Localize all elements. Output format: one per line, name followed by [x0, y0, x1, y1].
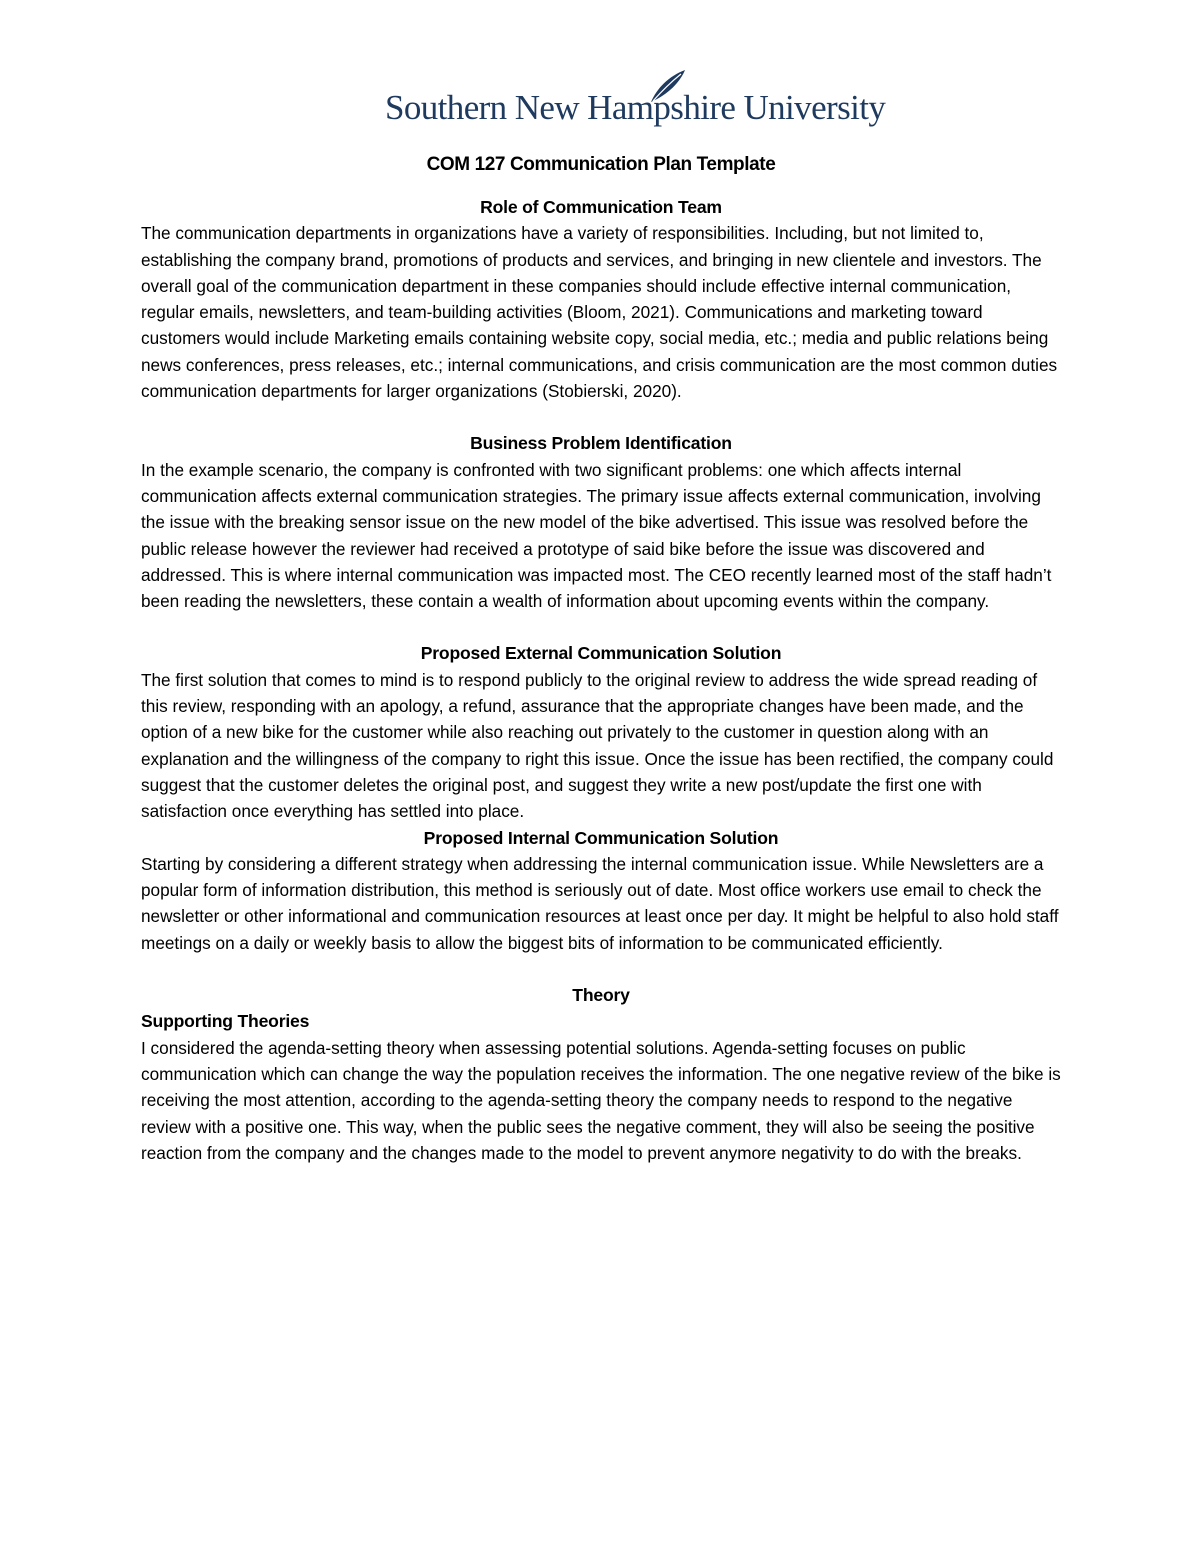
spacer: [141, 614, 1061, 640]
heading-business-problem: Business Problem Identification: [470, 433, 732, 454]
paragraph-external: The first solution that comes to mind is to respond publicly to the original review to address the wide spread reading of this review, responding with an apology, a refund, assurance that the appropriate changes have been made, and the option of a new bike for the customer while also reaching out privately to the customer in question along with an explanation and the willingness of the company to right this issue. Once the issue has been rectified, the company could suggest that the customer deletes the original post, and suggest they write a new post/update the first one with satisfaction once everything has settled into place.: [141, 669, 1054, 822]
spacer: [141, 956, 1061, 982]
paragraph-theory: I considered the agenda-setting theory when assessing potential solutions. Agenda-setting focuses on public communication which can change the way the population receives the information. The one negative review of the bike is receiving the most attention, according to the agenda-setting theory the company needs to respond to the negative review with a positive one. This way, when the public sees the negative comment, they will also be seeing the positive reaction from the company and the changes made to the model to prevent anymore negativity to do with the breaks.: [141, 1037, 1061, 1163]
paragraph-role: The communication departments in organizations have a variety of responsibilities. Including, but not limited to, establishing the company brand, promotions of products and services, and bringing in new clientele and investors. The overall goal of the communication department in these companies should include effective internal communication, regular emails, newsletters, and team-building activities (Bloom, 2021). Communications and marketing toward customers would include Marketing emails containing website copy, social media, etc.; media and public relations being news conferences, press releases, etc.; internal communications, and crisis communication are the most common duties communication departments for larger organizations (Stobierski, 2020).: [141, 223, 1058, 402]
document-content: [141, 150, 1061, 1166]
university-logo: [385, 68, 886, 136]
paragraph-problem: In the example scenario, the company is confronted with two significant problems: one which affects internal communication affects external communication strategies. The primary issue affects external communication, involving the issue with the breaking sensor issue on the new model of the bike advertised. This issue was resolved before the public release however the reviewer had received a prototype of said bike before the issue was discovered and addressed. This is where internal communication was impacted most. The CEO recently learned most of the staff hadn’t been reading the newsletters, these contain a wealth of information about upcoming events within the company.: [141, 459, 1052, 612]
heading-role-of-communication-team: Role of Communication Team: [480, 197, 722, 217]
logo-wordmark: Southern New Hampshire University: [385, 88, 886, 127]
spacer: [141, 404, 1061, 430]
paragraph-internal: Starting by considering a different strategy when addressing the internal communication issue. While Newsletters are a popular form of information distribution, this method is seriously out of date. Most office workers use email to check the newsletter or other informational and communication resources at least once per day. It might be helpful to also hold staff meetings on a daily or weekly basis to allow the biggest bits of information to be communicated efficiently.: [141, 853, 1059, 953]
heading-supporting-theories: Supporting Theories: [141, 1011, 310, 1032]
heading-theory: Theory: [572, 985, 630, 1006]
document-title: COM 127 Communication Plan Template: [426, 154, 776, 175]
heading-internal-solution: Proposed Internal Communication Solution: [423, 827, 779, 848]
heading-external-solution: Proposed External Communication Solution: [420, 643, 782, 664]
